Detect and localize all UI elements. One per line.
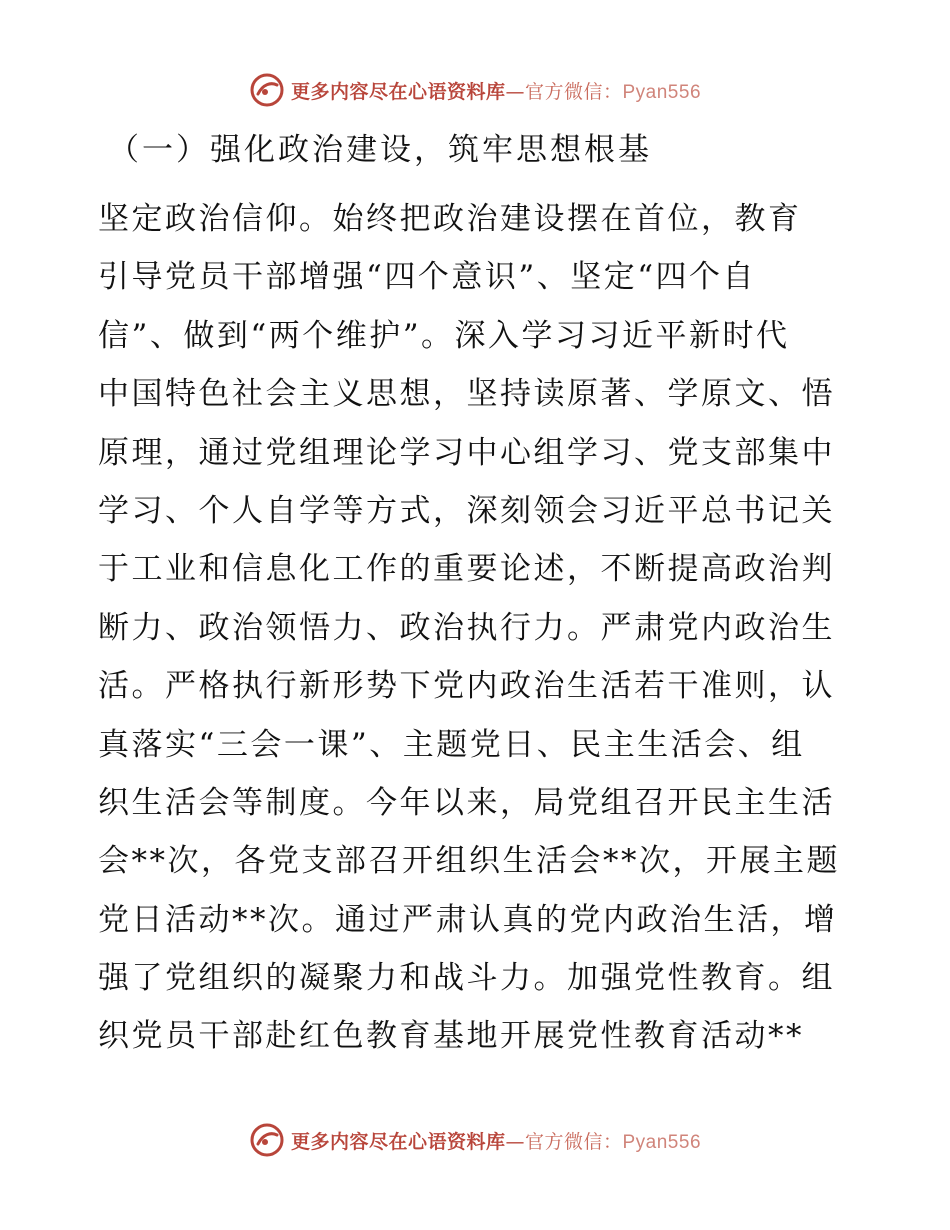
body-line: 信”、做到“两个维护”。深入学习习近平新时代 <box>98 317 790 354</box>
body-line: 学习、个人自学等方式，深刻领会习近平总书记关 <box>98 492 835 529</box>
watermark-id: Pyan556 <box>622 81 702 103</box>
body-line: 活。严格执行新形势下党内政治生活若干准则，认 <box>98 668 835 705</box>
watermark-dash: — <box>505 1130 525 1153</box>
watermark-main: 更多内容尽在心语资料库 <box>290 80 506 103</box>
body-line: 党日活动**次。通过严肃认真的党内政治生活，增 <box>98 901 838 938</box>
watermark-main: 更多内容尽在心语资料库 <box>290 1130 506 1153</box>
watermark-text <box>291 1127 701 1154</box>
seal-logo-icon <box>249 1122 285 1158</box>
body-paragraph <box>98 190 858 1066</box>
body-line: 织党员干部赴红色教育基地开展党性教育活动** <box>98 1018 804 1055</box>
body-line: 原理，通过党组理论学习中心组学习、党支部集中 <box>98 434 835 471</box>
body-line: 强了党组织的凝聚力和战斗力。加强党性教育。组 <box>98 960 835 997</box>
body-line: 坚定政治信仰。始终把政治建设摆在首位，教育 <box>98 201 802 237</box>
body-line: 会**次，各党支部召开组织生活会**次，开展主题 <box>98 843 840 880</box>
seal-logo-icon <box>249 72 285 108</box>
body-line: 织生活会等制度。今年以来，局党组召开民主生活 <box>98 784 835 821</box>
footer-watermark <box>0 1120 950 1160</box>
body-line: 引导党员干部增强“四个意识”、坚定“四个自 <box>98 259 757 296</box>
body-line: 中国特色社会主义思想，坚持读原著、学原文、悟 <box>98 376 835 413</box>
section-heading: （一）强化政治建设，筑牢思想根基 <box>108 132 652 168</box>
watermark-text <box>291 77 701 104</box>
watermark-id: Pyan556 <box>622 1131 702 1153</box>
body-line: 于工业和信息化工作的重要论述，不断提高政治判 <box>98 551 835 588</box>
header-watermark <box>0 70 950 110</box>
body-line: 断力、政治领悟力、政治执行力。严肃党内政治生 <box>98 609 835 646</box>
watermark-dash: — <box>505 80 525 103</box>
watermark-sub: 官方微信： <box>524 1130 623 1153</box>
body-line: 真落实“三会一课”、主题党日、民主生活会、组 <box>98 726 805 763</box>
watermark-sub: 官方微信： <box>524 80 623 103</box>
